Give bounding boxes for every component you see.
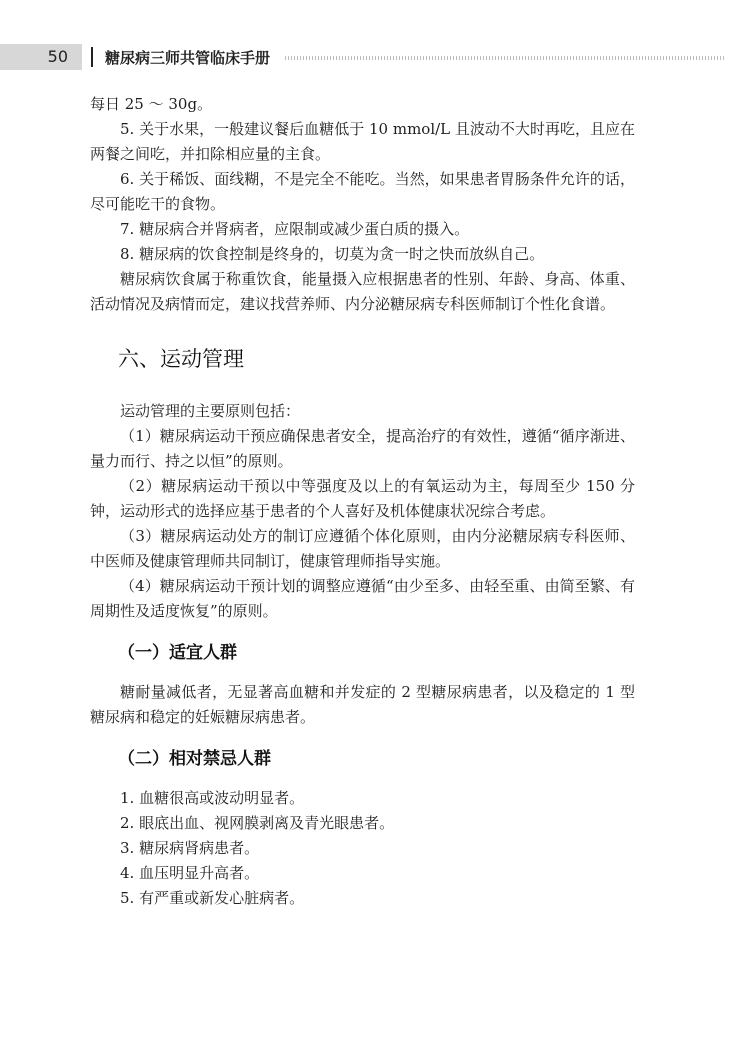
contra-item-1: 1. 血糖很高或波动明显者。 — [120, 789, 305, 807]
diet-summary: 糖尿病饮食属于称重饮食，能量摄入应根据患者的性别、年龄、身高、体重、活动情况及病情而定，建议找营养师、内分泌糖尿病专科医师制订个性化食谱。 — [90, 270, 635, 313]
paragraph-continued: 每日 25 ～ 30g。 — [90, 95, 213, 113]
contra-item-4: 4. 血压明显升高者。 — [120, 864, 260, 882]
subsection-title-suitable: （一）适宜人群 — [118, 643, 237, 663]
page-content — [90, 92, 635, 911]
subsection-title-contraindicated: （二）相对禁忌人群 — [118, 749, 271, 769]
principle-3: （3）糖尿病运动处方的制订应遵循个体化原则，由内分泌糖尿病专科医师、中医师及健康管理师共同制订，健康管理师指导实施。 — [90, 527, 635, 570]
running-title: 糖尿病三师共管临床手册 — [105, 49, 271, 67]
header-separator — [91, 47, 93, 67]
principle-4: （4）糖尿病运动干预计划的调整应遵循“由少至多、由轻至重、由简至繁、有周期性及适度恢复”的原则。 — [90, 577, 635, 620]
page-header — [0, 44, 730, 70]
principles-intro: 运动管理的主要原则包括： — [120, 402, 301, 420]
header-dotted-rule — [285, 56, 725, 60]
contra-item-5: 5. 有严重或新发心脏病者。 — [120, 889, 305, 907]
principle-1: （1）糖尿病运动干预应确保患者安全，提高治疗的有效性，遵循“循序渐进、量力而行、持之以恒”的原则。 — [90, 427, 635, 470]
diet-item-8: 8. 糖尿病的饮食控制是终身的，切莫为贪一时之快而放纵自己。 — [120, 245, 545, 263]
contra-item-3: 3. 糖尿病肾病患者。 — [120, 839, 260, 857]
page-number-box — [0, 44, 82, 70]
diet-item-5: 5. 关于水果，一般建议餐后血糖低于 10 mmol/L 且波动不大时再吃，且应在两餐之间吃，并扣除相应量的主食。 — [90, 120, 635, 163]
diet-item-7: 7. 糖尿病合并肾病者，应限制或减少蛋白质的摄入。 — [120, 220, 470, 238]
principle-2: （2）糖尿病运动干预以中等强度及以上的有氧运动为主，每周至少 150 分钟，运动形式的选择应基于患者的个人喜好及机体健康状况综合考虑。 — [90, 477, 635, 520]
suitable-population-text: 糖耐量减低者，无显著高血糖和并发症的 2 型糖尿病患者，以及稳定的 1 型糖尿病和稳定的妊娠糖尿病患者。 — [90, 683, 635, 726]
contra-item-2: 2. 眼底出血、视网膜剥离及青光眼患者。 — [120, 814, 395, 832]
page-number: 50 — [47, 47, 68, 66]
diet-item-6: 6. 关于稀饭、面线糊，不是完全不能吃。当然，如果患者胃肠条件允许的话，尽可能吃干的食物。 — [90, 170, 635, 213]
section-title: 六、运动管理 — [118, 347, 244, 371]
